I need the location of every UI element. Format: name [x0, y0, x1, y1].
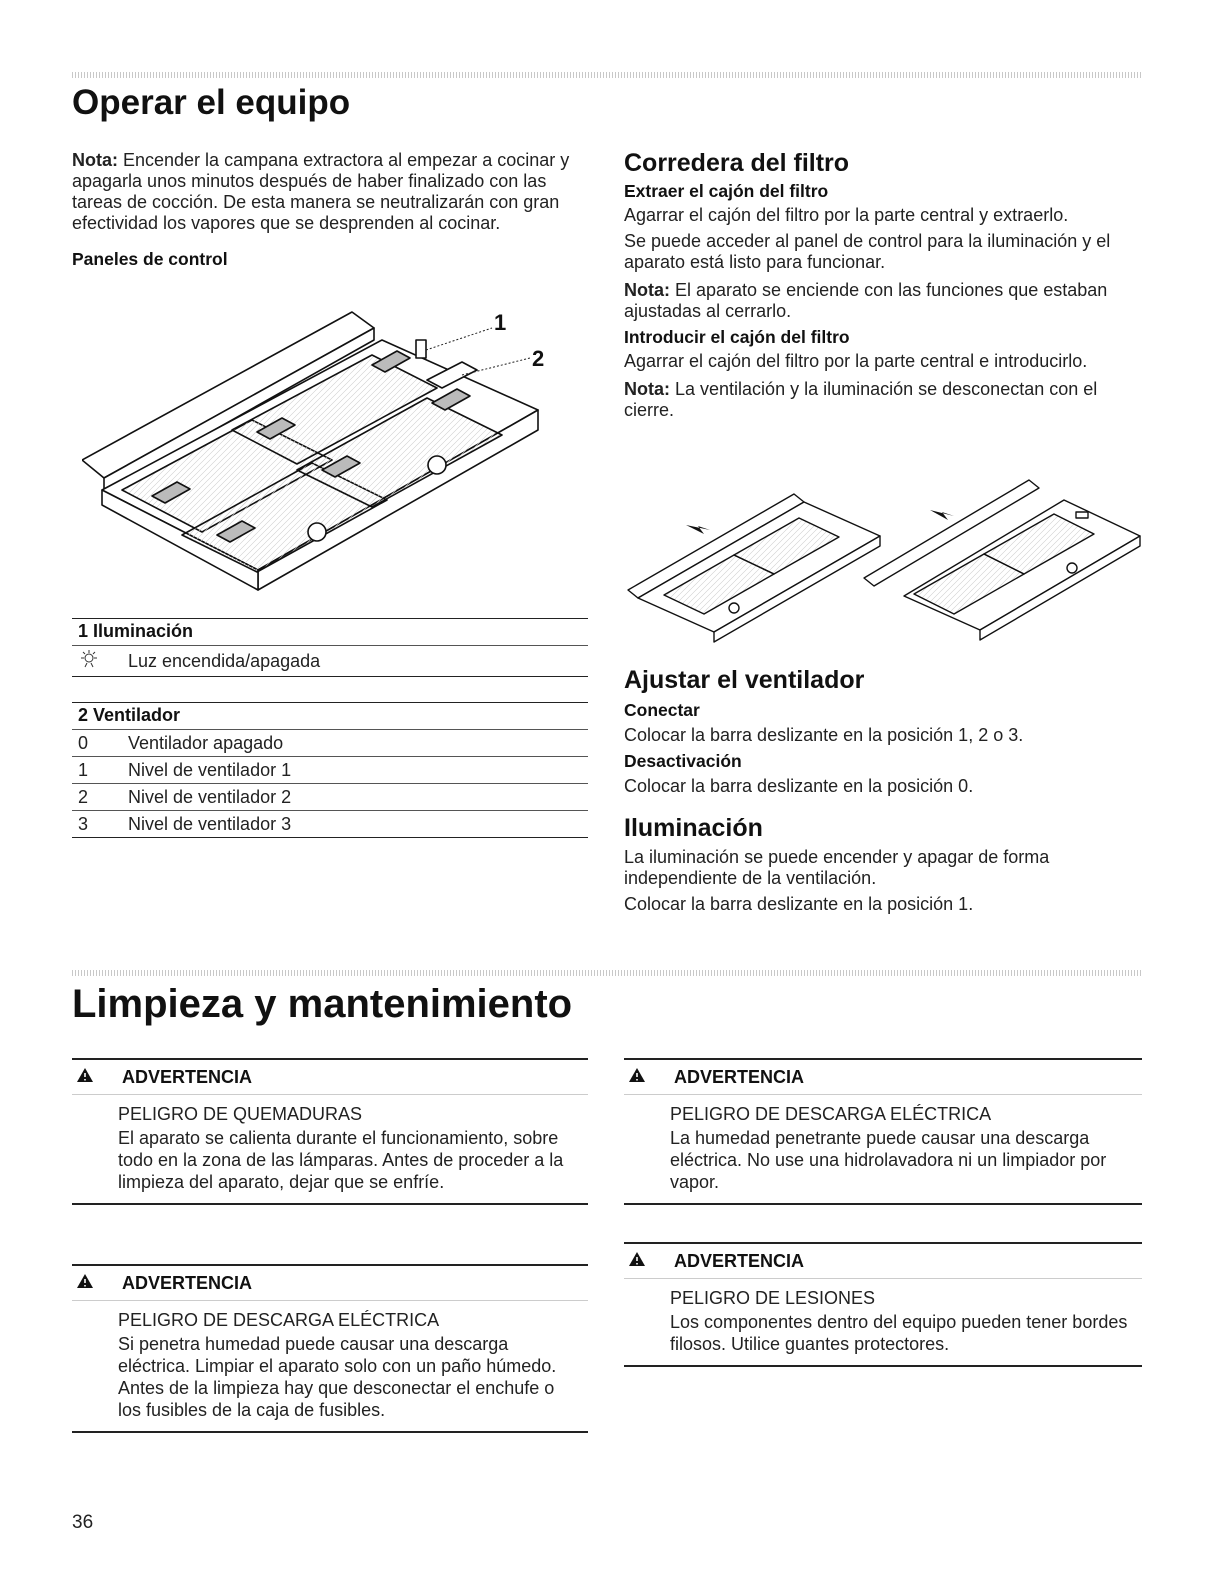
section-rule — [72, 970, 1142, 976]
intro-note: Nota: Encender la campana extractora al empezar a cocinar y apagarla unos minutos después de haber finalizado con las tareas de cocción. De esta manera se neutralizarán con gran efectividad los vapores que se desprenden al cocinar. — [72, 150, 570, 233]
lighting-title: Iluminación — [624, 814, 763, 842]
filter-drawer-figure — [624, 470, 1144, 650]
warning-heading: PELIGRO DE DESCARGA ELÉCTRICA — [670, 1104, 992, 1124]
right-column-fan — [624, 665, 1142, 915]
off-heading: Desactivación — [624, 751, 742, 771]
warning-text: Los componentes dentro del equipo pueden tener bordes filosos. Utilice guantes protectores. — [670, 1312, 1128, 1354]
page-number: 36 — [72, 1512, 94, 1533]
insert-heading: Introducir el cajón del filtro — [624, 327, 850, 347]
warning-label: ADVERTENCIA — [122, 1066, 253, 1087]
connect-text: Colocar la barra deslizante en la posición 1, 2 o 3. — [624, 725, 1024, 745]
warning-heading: PELIGRO DE DESCARGA ELÉCTRICA — [118, 1310, 440, 1330]
table-row: 0 Ventilador apagado — [72, 730, 588, 757]
warning-icon — [624, 1251, 674, 1272]
connect-heading: Conectar — [624, 700, 700, 720]
warning-text: El aparato se calienta durante el funcionamiento, sobre todo en la zona de las lámparas. Antes de proceder a la limpieza del aparato, dejar que se enfríe. — [118, 1128, 564, 1192]
section-title-operate: Operar el equipo — [72, 83, 351, 122]
light-icon — [72, 649, 128, 674]
callout-1: 1 — [494, 310, 507, 335]
warning-box-electric-right — [624, 1058, 1142, 1205]
callout-2: 2 — [532, 346, 545, 371]
filter-note-2: Nota: La ventilación y la iluminación se desconectan con el cierre. — [624, 379, 1098, 420]
table-row — [72, 646, 588, 677]
table-row: 3 Nivel de ventilador 3 — [72, 811, 588, 838]
lighting-table-header: 1 Iluminación — [72, 618, 588, 646]
off-text: Colocar la barra deslizante en la posición 0. — [624, 776, 974, 796]
lighting-table — [72, 618, 588, 677]
lighting-p1: La iluminación se puede encender y apagar de forma independiente de la ventilación. — [624, 847, 1050, 888]
fan-table — [72, 702, 588, 838]
warning-box-burns — [72, 1058, 588, 1205]
top-rule — [72, 72, 1142, 78]
lighting-row-label: Luz encendida/apagada — [128, 650, 321, 671]
filter-note-1: Nota: El aparato se enciende con las funciones que estaban ajustadas al cerrarlo. — [624, 280, 1108, 321]
insert-p1: Agarrar el cajón del filtro por la parte central e introducirlo. — [624, 351, 1088, 371]
warning-text: La humedad penetrante puede causar una descarga eléctrica. No use una hidrolavadora ni un limpiador por vapor. — [670, 1128, 1107, 1192]
warning-icon — [72, 1273, 122, 1294]
table-row: 2 Nivel de ventilador 2 — [72, 784, 588, 811]
panels-heading: Paneles de control — [72, 249, 228, 269]
warning-label: ADVERTENCIA — [674, 1250, 805, 1271]
right-column-filter — [624, 148, 1142, 421]
lighting-p2: Colocar la barra deslizante en la posición 1. — [624, 894, 974, 914]
hood-control-panel-figure — [82, 300, 562, 600]
warning-label: ADVERTENCIA — [674, 1066, 805, 1087]
extract-p2: Se puede acceder al panel de control para la iluminación y el aparato está listo para funcionar. — [624, 231, 1111, 272]
table-row: 1 Nivel de ventilador 1 — [72, 757, 588, 784]
extract-heading: Extraer el cajón del filtro — [624, 181, 829, 201]
warning-label: ADVERTENCIA — [122, 1272, 253, 1293]
warning-box-injury — [624, 1242, 1142, 1367]
fan-table-header: 2 Ventilador — [72, 702, 588, 730]
left-column — [72, 150, 588, 270]
warning-box-electric-left — [72, 1264, 588, 1433]
section-title-cleaning: Limpieza y mantenimiento — [72, 982, 573, 1026]
warning-text: Si penetra humedad puede causar una descarga eléctrica. Limpiar el aparato solo con un paño húmedo. Antes de la limpieza hay que desconectar el enchufe o los fusibles de la caja de fusibles. — [118, 1334, 557, 1420]
extract-p1: Agarrar el cajón del filtro por la parte central y extraerlo. — [624, 205, 1069, 225]
filter-title: Corredera del filtro — [624, 149, 850, 177]
warning-heading: PELIGRO DE LESIONES — [670, 1288, 876, 1308]
warning-icon — [72, 1067, 122, 1088]
fan-title: Ajustar el ventilador — [624, 666, 865, 694]
warning-heading: PELIGRO DE QUEMADURAS — [118, 1104, 363, 1124]
warning-icon — [624, 1067, 674, 1088]
